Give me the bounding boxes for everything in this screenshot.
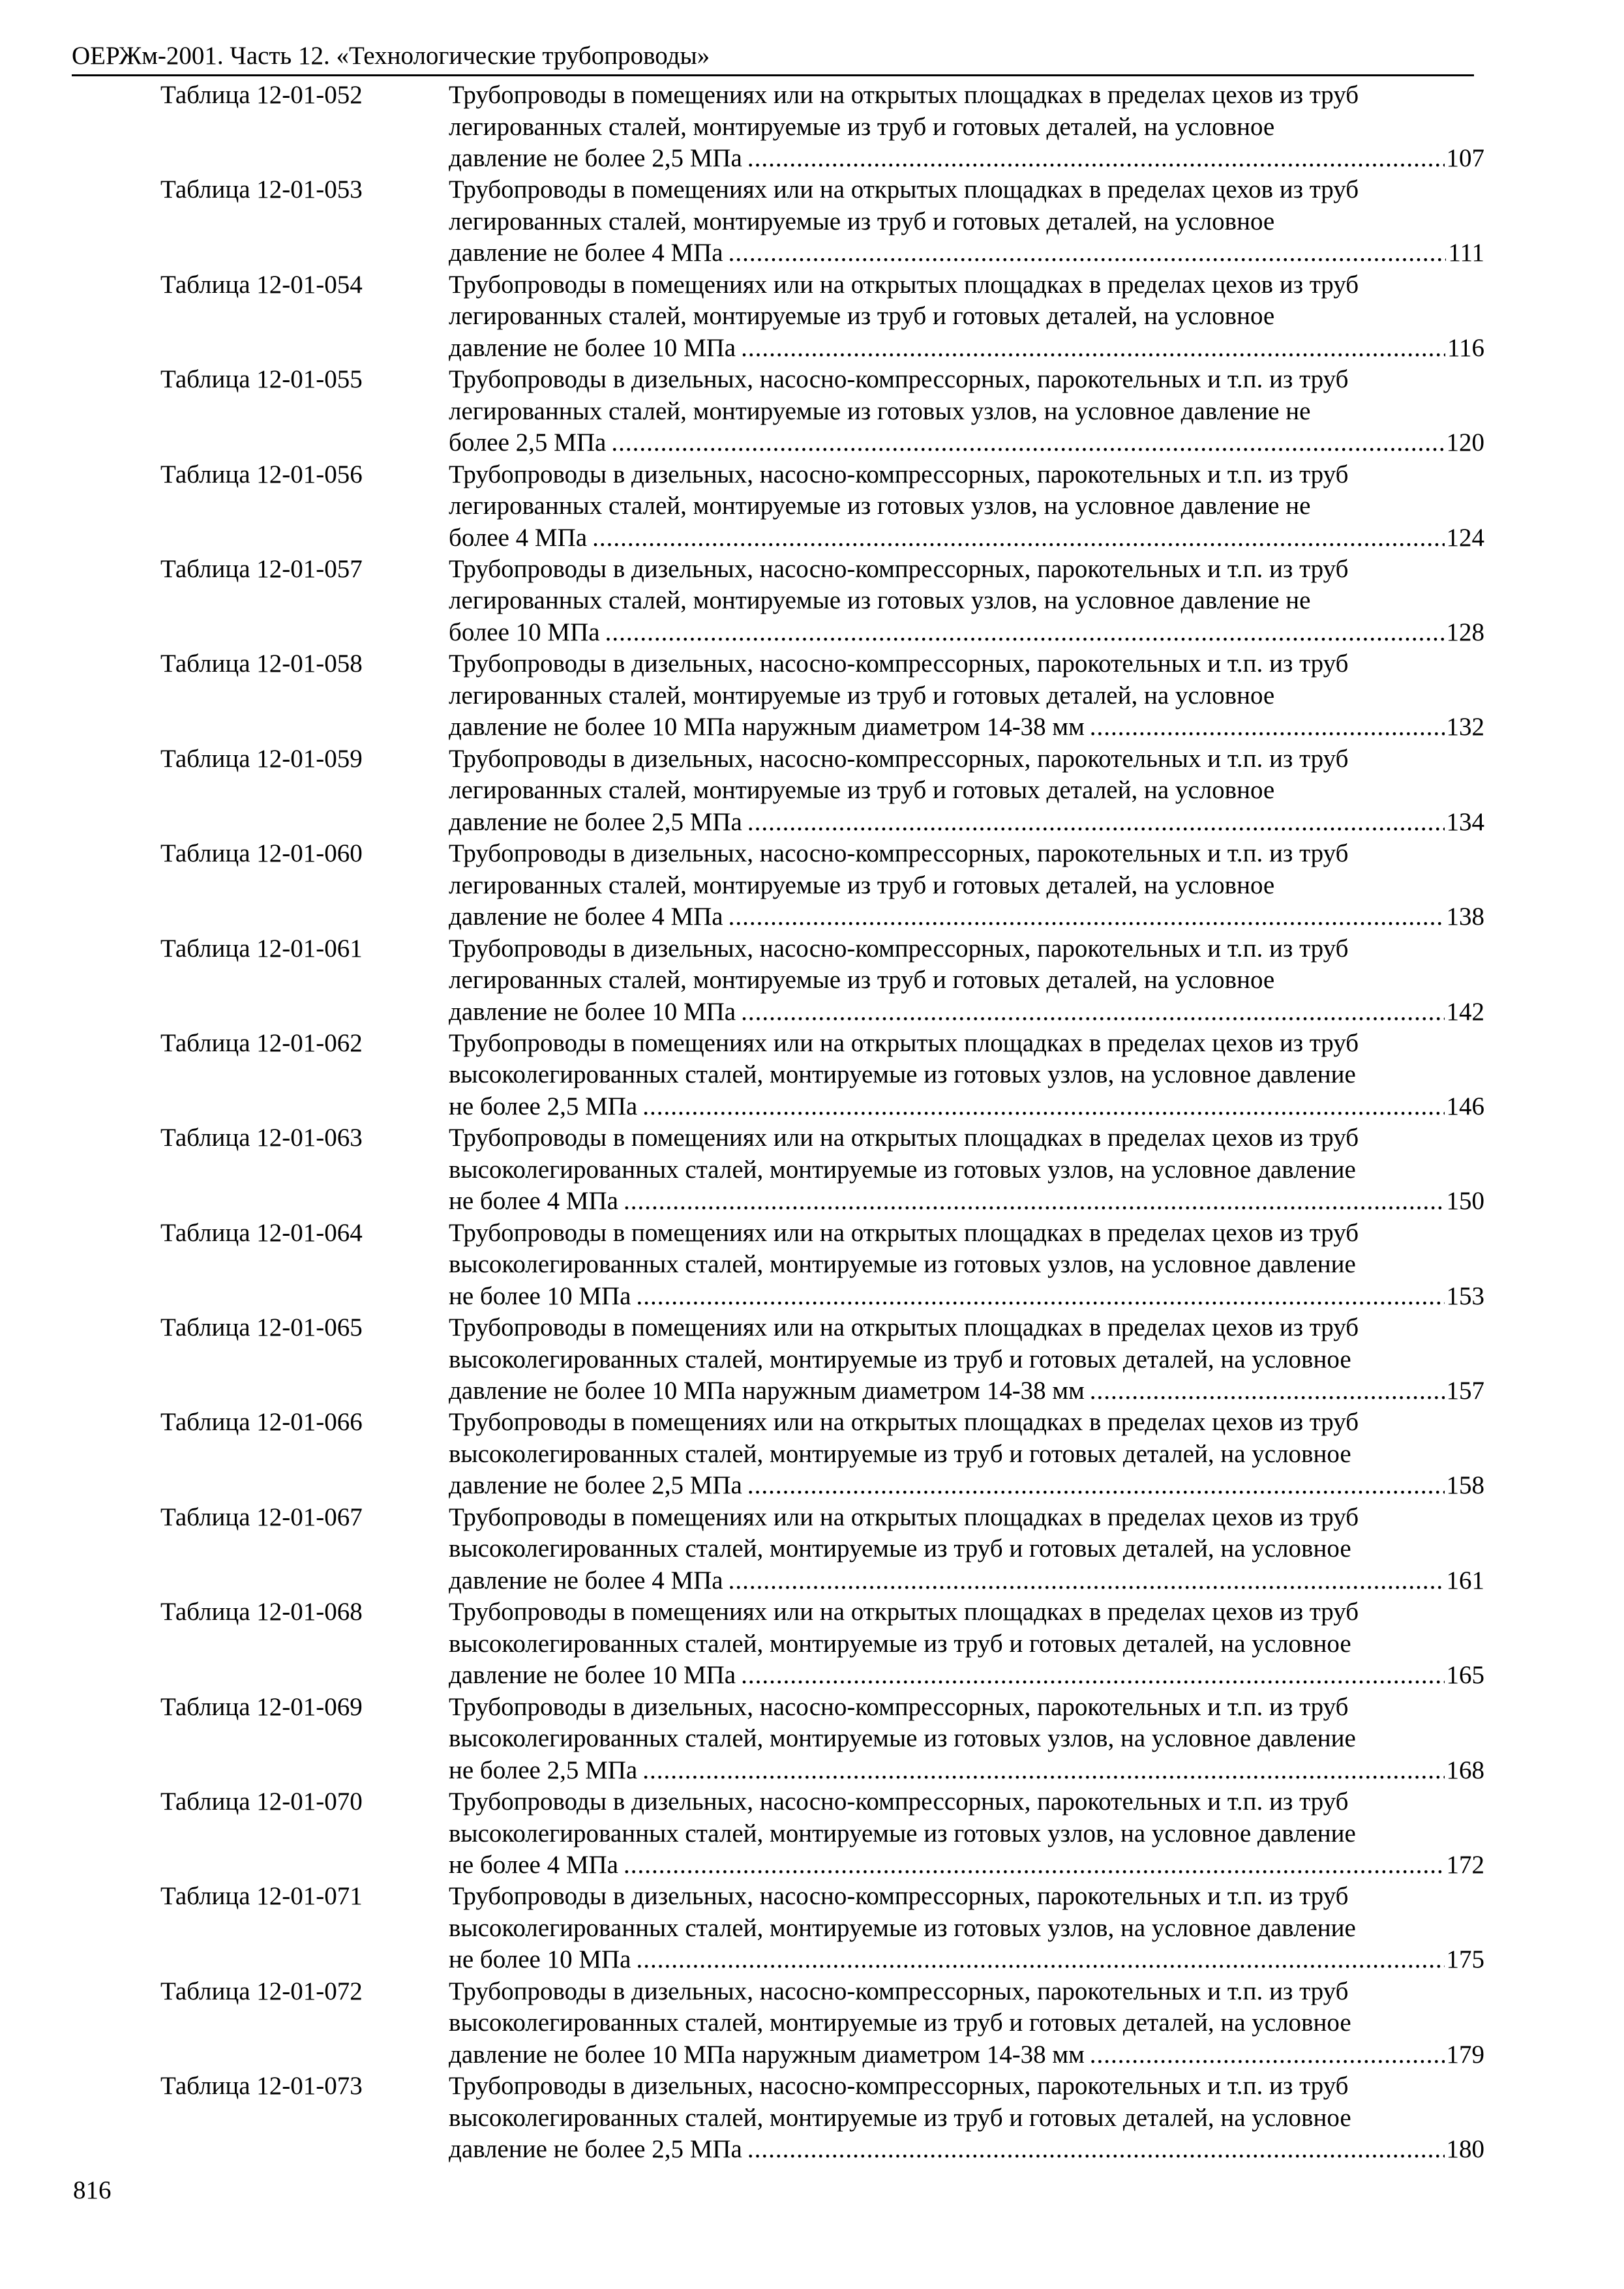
toc-entry-label: Таблица 12-01-062 <box>160 1028 363 1057</box>
toc-entry-line: Трубопроводы в дизельных, насосно-компрессорных, парокотельных и т.п. из труб <box>449 554 1349 583</box>
table-of-contents <box>0 80 1624 2166</box>
dot-leader <box>1090 711 1445 743</box>
toc-entry-line: Трубопроводы в дизельных, насосно-компрессорных, парокотельных и т.п. из труб <box>449 744 1349 773</box>
toc-entry[interactable] <box>0 1596 1624 1691</box>
toc-entry-line: давление не более 10 МПа <box>449 997 736 1026</box>
toc-entry-last-line <box>449 1944 1484 1976</box>
toc-entry-line: легированных сталей, монтируемые из труб и готовых деталей, на условное <box>449 302 1275 331</box>
toc-entry-label: Таблица 12-01-059 <box>160 744 363 773</box>
toc-entry-last-line <box>449 1281 1484 1313</box>
toc-entry[interactable] <box>0 1692 1624 1786</box>
page-number: 816 <box>73 2176 112 2204</box>
toc-entry-line: Трубопроводы в дизельных, насосно-компрессорных, парокотельных и т.п. из труб <box>449 1977 1349 2005</box>
toc-entry-description <box>449 2071 1484 2166</box>
toc-entry-last-line <box>449 427 1484 459</box>
toc-entry-page[interactable]: 168 <box>1446 1756 1484 1784</box>
toc-entry-label: Таблица 12-01-053 <box>160 175 363 204</box>
toc-entry[interactable] <box>0 1881 1624 1975</box>
toc-entry-line: давление не более 2,5 МПа <box>449 2135 742 2164</box>
toc-entry-label: Таблица 12-01-065 <box>160 1313 363 1342</box>
dot-leader <box>592 522 1444 554</box>
toc-entry-description <box>449 554 1484 649</box>
dot-leader <box>729 901 1445 933</box>
toc-entry-page[interactable]: 165 <box>1446 1661 1484 1690</box>
toc-entry[interactable] <box>0 1786 1624 1881</box>
toc-entry-last-line <box>449 1470 1484 1502</box>
toc-entry-line: высоколегированных сталей, монтируемые из готовых узлов, на условное давление <box>449 1155 1356 1184</box>
toc-entry-page[interactable]: 157 <box>1446 1377 1484 1405</box>
toc-entry-label: Таблица 12-01-052 <box>160 81 363 109</box>
toc-entry-description <box>449 648 1484 743</box>
toc-entry-line: Трубопроводы в помещениях или на открытых площадках в пределах цехов из труб <box>449 1598 1359 1626</box>
toc-entry-description <box>449 1502 1484 1597</box>
toc-entry-line: высоколегированных сталей, монтируемые из труб и готовых деталей, на условное <box>449 1629 1351 1658</box>
toc-entry-page[interactable]: 146 <box>1446 1092 1484 1120</box>
toc-entry[interactable] <box>0 2071 1624 2165</box>
toc-entry-line: Трубопроводы в дизельных, насосно-компрессорных, парокотельных и т.п. из труб <box>449 460 1349 488</box>
toc-entry-line: не более 2,5 МПа <box>449 1756 638 1784</box>
toc-entry-last-line <box>449 807 1484 839</box>
toc-entry-line: Трубопроводы в дизельных, насосно-компрессорных, парокотельных и т.п. из труб <box>449 365 1349 394</box>
toc-entry-description <box>449 1028 1484 1123</box>
toc-entry-line: Трубопроводы в помещениях или на открытых площадках в пределах цехов из труб <box>449 1408 1359 1437</box>
toc-entry[interactable] <box>0 933 1624 1028</box>
toc-entry-line: не более 10 МПа <box>449 1281 631 1310</box>
toc-entry[interactable] <box>0 554 1624 648</box>
toc-entry-description <box>449 743 1484 839</box>
dot-leader <box>611 427 1444 459</box>
toc-entry-page[interactable]: 175 <box>1446 1945 1484 1974</box>
dot-leader <box>624 1186 1445 1218</box>
toc-entry-line: давление не более 4 МПа <box>449 239 723 267</box>
toc-entry[interactable] <box>0 648 1624 743</box>
toc-entry-page[interactable]: 120 <box>1446 428 1484 457</box>
toc-entry-description <box>449 1596 1484 1692</box>
toc-entry[interactable] <box>0 1028 1624 1122</box>
toc-entry-label: Таблица 12-01-071 <box>160 1882 363 1911</box>
toc-entry-line: Трубопроводы в дизельных, насосно-компрессорных, парокотельных и т.п. из труб <box>449 1692 1349 1721</box>
toc-entry-line: высоколегированных сталей, монтируемые из труб и готовых деталей, на условное <box>449 2103 1351 2132</box>
dot-leader <box>747 807 1445 839</box>
toc-entry-page[interactable]: 180 <box>1446 2135 1484 2164</box>
toc-entry[interactable] <box>0 838 1624 933</box>
toc-entry-last-line <box>449 522 1484 554</box>
toc-entry-label: Таблица 12-01-073 <box>160 2072 363 2101</box>
toc-entry-label: Таблица 12-01-054 <box>160 270 363 299</box>
toc-entry-description <box>449 838 1484 933</box>
toc-entry-page[interactable]: 161 <box>1446 1566 1484 1594</box>
toc-entry-last-line <box>449 996 1484 1028</box>
toc-entry[interactable] <box>0 269 1624 364</box>
toc-entry-label: Таблица 12-01-057 <box>160 554 363 583</box>
toc-entry[interactable] <box>0 80 1624 174</box>
toc-entry-line: более 4 МПа <box>449 523 588 552</box>
toc-entry-line: давление не более 10 МПа наружным диаметром 14-38 мм <box>449 2040 1085 2069</box>
toc-entry-line: давление не более 10 МПа <box>449 1661 736 1690</box>
dot-leader <box>637 1281 1445 1313</box>
toc-entry-line: легированных сталей, монтируемые из труб и готовых деталей, на условное <box>449 966 1275 995</box>
toc-entry-page[interactable]: 134 <box>1446 807 1484 836</box>
toc-entry-line: Трубопроводы в помещениях или на открытых площадках в пределах цехов из труб <box>449 81 1359 109</box>
toc-entry-label: Таблица 12-01-064 <box>160 1218 363 1247</box>
toc-entry-page[interactable]: 153 <box>1446 1281 1484 1310</box>
toc-entry-label: Таблица 12-01-069 <box>160 1692 363 1721</box>
toc-entry-last-line <box>449 1565 1484 1597</box>
toc-entry-page[interactable]: 132 <box>1446 713 1484 741</box>
toc-entry-line: давление не более 2,5 МПа <box>449 144 742 172</box>
toc-entry-line: давление не более 10 МПа наружным диаметром 14-38 мм <box>449 713 1085 741</box>
toc-entry-description <box>449 1692 1484 1787</box>
toc-entry-line: Трубопроводы в дизельных, насосно-компрессорных, парокотельных и т.п. из труб <box>449 2072 1349 2101</box>
toc-entry-line: не более 4 МПа <box>449 1851 618 1879</box>
toc-entry-page[interactable]: 138 <box>1446 903 1484 931</box>
toc-entry[interactable] <box>0 1312 1624 1407</box>
toc-entry-page[interactable]: 142 <box>1446 997 1484 1026</box>
toc-entry-line: Трубопроводы в помещениях или на открытых площадках в пределах цехов из труб <box>449 1124 1359 1152</box>
toc-entry-description <box>449 174 1484 269</box>
toc-entry-line: высоколегированных сталей, монтируемые из труб и готовых деталей, на условное <box>449 1439 1351 1468</box>
toc-entry-description <box>449 1976 1484 2071</box>
toc-entry-line: высоколегированных сталей, монтируемые из труб и готовых деталей, на условное <box>449 1534 1351 1563</box>
document-title: ОЕРЖм-2001. Часть 12. «Технологические трубопроводы» <box>72 42 710 70</box>
dot-leader <box>747 1470 1445 1502</box>
dot-leader <box>637 1944 1445 1976</box>
toc-entry-page[interactable]: 179 <box>1446 2040 1484 2069</box>
toc-entry-line: Трубопроводы в дизельных, насосно-компрессорных, парокотельных и т.п. из труб <box>449 839 1349 868</box>
dot-leader <box>729 237 1447 269</box>
toc-entry-last-line <box>449 1849 1484 1881</box>
toc-entry-line: высоколегированных сталей, монтируемые из готовых узлов, на условное давление <box>449 1060 1356 1089</box>
toc-entry-description <box>449 269 1484 365</box>
toc-entry-line: высоколегированных сталей, монтируемые из готовых узлов, на условное давление <box>449 1819 1356 1848</box>
toc-entry[interactable] <box>0 1976 1624 2071</box>
toc-entry-line: давление не более 10 МПа наружным диаметром 14-38 мм <box>449 1377 1085 1405</box>
toc-entry-description <box>449 933 1484 1028</box>
toc-entry-last-line <box>449 1755 1484 1787</box>
toc-entry-line: более 10 МПа <box>449 618 600 646</box>
toc-entry-last-line <box>449 711 1484 743</box>
toc-entry-label: Таблица 12-01-063 <box>160 1124 363 1152</box>
toc-entry-line: не более 2,5 МПа <box>449 1092 638 1120</box>
toc-entry-last-line <box>449 1375 1484 1407</box>
toc-entry-line: Трубопроводы в помещениях или на открытых площадках в пределах цехов из труб <box>449 175 1359 204</box>
toc-entry[interactable] <box>0 1122 1624 1217</box>
toc-entry[interactable] <box>0 1502 1624 1596</box>
toc-entry[interactable] <box>0 364 1624 458</box>
toc-entry-label: Таблица 12-01-067 <box>160 1503 363 1531</box>
toc-entry-description <box>449 1407 1484 1502</box>
toc-entry-line: легированных сталей, монтируемые из труб и готовых деталей, на условное <box>449 871 1275 899</box>
toc-entry-line: высоколегированных сталей, монтируемые из готовых узлов, на условное давление <box>449 1250 1356 1279</box>
toc-entry[interactable] <box>0 459 1624 554</box>
toc-entry-last-line <box>449 333 1484 365</box>
dot-leader <box>741 996 1444 1028</box>
toc-entry-line: более 2,5 МПа <box>449 428 607 457</box>
toc-entry-line: легированных сталей, монтируемые из труб и готовых деталей, на условное <box>449 112 1275 141</box>
toc-entry-description <box>449 1881 1484 1976</box>
toc-entry-line: легированных сталей, монтируемые из труб и готовых деталей, на условное <box>449 776 1275 805</box>
toc-entry[interactable] <box>0 1218 1624 1312</box>
toc-entry-line: Трубопроводы в дизельных, насосно-компрессорных, парокотельных и т.п. из труб <box>449 1788 1349 1816</box>
toc-entry-line: легированных сталей, монтируемые из готовых узлов, на условное давление не <box>449 586 1311 615</box>
toc-entry-line: не более 10 МПа <box>449 1945 631 1974</box>
toc-entry-page[interactable]: 150 <box>1446 1187 1484 1216</box>
toc-entry-last-line <box>449 143 1484 175</box>
toc-entry-last-line <box>449 1091 1484 1123</box>
dot-leader <box>642 1755 1444 1787</box>
toc-entry-line: Трубопроводы в дизельных, насосно-компрессорных, парокотельных и т.п. из труб <box>449 934 1349 963</box>
toc-entry-last-line <box>449 901 1484 933</box>
dot-leader <box>642 1091 1444 1123</box>
toc-entry[interactable] <box>0 1407 1624 1501</box>
toc-entry-line: высоколегированных сталей, монтируемые из труб и готовых деталей, на условное <box>449 2009 1351 2037</box>
dot-leader <box>1090 1375 1445 1407</box>
toc-entry-page[interactable]: 116 <box>1447 333 1484 362</box>
toc-entry-description <box>449 80 1484 175</box>
toc-entry-line: Трубопроводы в дизельных, насосно-компрессорных, парокотельных и т.п. из труб <box>449 1882 1349 1911</box>
toc-entry-line: давление не более 4 МПа <box>449 1566 723 1594</box>
toc-entry-line: легированных сталей, монтируемые из готовых узлов, на условное давление не <box>449 492 1311 520</box>
toc-entry-label: Таблица 12-01-061 <box>160 934 363 963</box>
toc-entry-label: Таблица 12-01-058 <box>160 650 363 678</box>
toc-entry-label: Таблица 12-01-068 <box>160 1598 363 1626</box>
toc-entry-label: Таблица 12-01-055 <box>160 365 363 394</box>
toc-entry-line: давление не более 10 МПа <box>449 333 736 362</box>
toc-entry-label: Таблица 12-01-060 <box>160 839 363 868</box>
toc-entry-page[interactable]: 128 <box>1446 618 1484 646</box>
toc-entry[interactable] <box>0 174 1624 269</box>
toc-entry-line: легированных сталей, монтируемые из труб и готовых деталей, на условное <box>449 207 1275 235</box>
toc-entry-line: Трубопроводы в помещениях или на открытых площадках в пределах цехов из труб <box>449 1218 1359 1247</box>
toc-entry-line: Трубопроводы в дизельных, насосно-компрессорных, парокотельных и т.п. из труб <box>449 650 1349 678</box>
toc-entry-page[interactable]: 107 <box>1446 144 1484 172</box>
toc-entry-page[interactable]: 124 <box>1446 523 1484 552</box>
dot-leader <box>747 143 1445 175</box>
toc-entry-page[interactable]: 172 <box>1446 1851 1484 1879</box>
dot-leader <box>605 617 1445 649</box>
toc-entry-line: высоколегированных сталей, монтируемые из труб и готовых деталей, на условное <box>449 1345 1351 1373</box>
toc-entry-last-line <box>449 1660 1484 1692</box>
toc-entry-last-line <box>449 617 1484 649</box>
toc-entry-line: Трубопроводы в помещениях или на открытых площадках в пределах цехов из труб <box>449 270 1359 299</box>
page-header <box>72 38 1474 76</box>
dot-leader <box>1090 2039 1445 2071</box>
toc-entry-description <box>449 1786 1484 1881</box>
toc-entry-page[interactable]: 158 <box>1446 1471 1484 1500</box>
toc-entry-line: высоколегированных сталей, монтируемые из готовых узлов, на условное давление <box>449 1724 1356 1753</box>
dot-leader <box>741 333 1445 365</box>
toc-entry-line: давление не более 2,5 МПа <box>449 1471 742 1500</box>
toc-entry[interactable] <box>0 743 1624 838</box>
dot-leader <box>741 1660 1444 1692</box>
toc-entry-description <box>449 459 1484 554</box>
toc-entry-label: Таблица 12-01-070 <box>160 1788 363 1816</box>
toc-entry-page[interactable]: 111 <box>1448 239 1484 267</box>
dot-leader <box>747 2134 1445 2166</box>
toc-entry-line: не более 4 МПа <box>449 1187 618 1216</box>
toc-entry-description <box>449 1218 1484 1313</box>
toc-entry-line: легированных сталей, монтируемые из готовых узлов, на условное давление не <box>449 396 1311 425</box>
dot-leader <box>624 1849 1445 1881</box>
toc-entry-line: Трубопроводы в помещениях или на открытых площадках в пределах цехов из труб <box>449 1313 1359 1342</box>
toc-entry-description <box>449 1122 1484 1218</box>
toc-entry-label: Таблица 12-01-056 <box>160 460 363 488</box>
toc-entry-label: Таблица 12-01-072 <box>160 1977 363 2005</box>
toc-entry-last-line <box>449 2039 1484 2071</box>
toc-entry-description <box>449 1312 1484 1407</box>
toc-entry-line: легированных сталей, монтируемые из труб и готовых деталей, на условное <box>449 681 1275 710</box>
toc-entry-last-line <box>449 1186 1484 1218</box>
toc-entry-last-line <box>449 2134 1484 2166</box>
toc-entry-label: Таблица 12-01-066 <box>160 1408 363 1437</box>
toc-entry-last-line <box>449 237 1484 269</box>
dot-leader <box>729 1565 1445 1597</box>
toc-entry-line: давление не более 2,5 МПа <box>449 807 742 836</box>
toc-entry-line: Трубопроводы в помещениях или на открытых площадках в пределах цехов из труб <box>449 1503 1359 1531</box>
toc-entry-description <box>449 364 1484 459</box>
toc-entry-line: Трубопроводы в помещениях или на открытых площадках в пределах цехов из труб <box>449 1028 1359 1057</box>
toc-entry-line: давление не более 4 МПа <box>449 903 723 931</box>
toc-entry-line: высоколегированных сталей, монтируемые из готовых узлов, на условное давление <box>449 1913 1356 1942</box>
